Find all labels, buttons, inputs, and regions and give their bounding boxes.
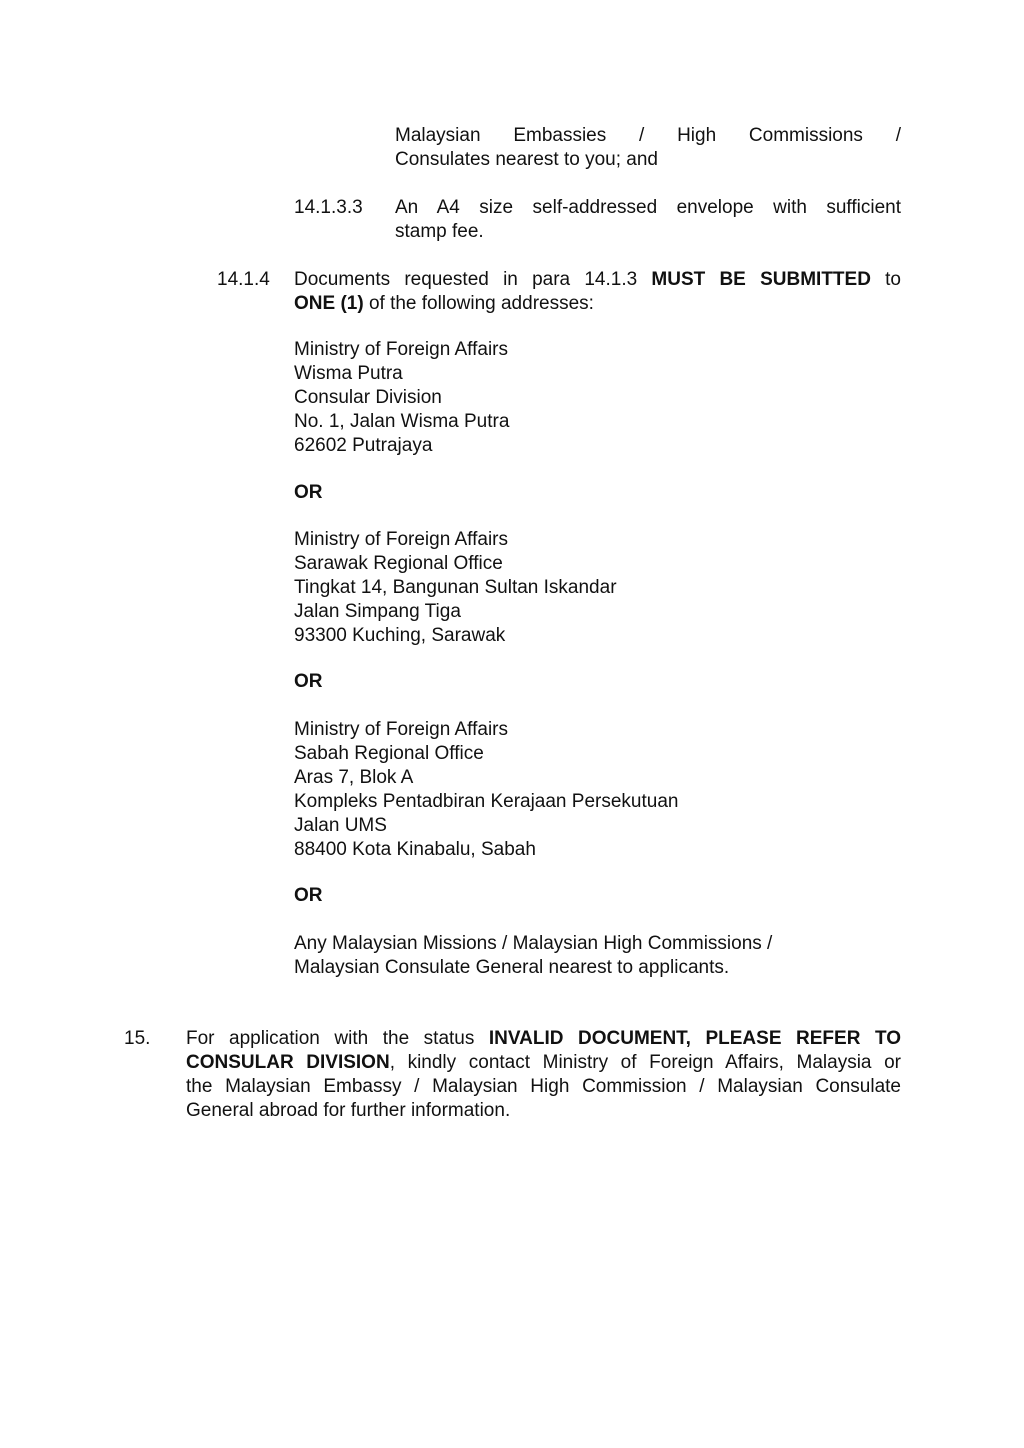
item-15-line-2-rest: , kindly contact Ministry of Foreign Affairs, Malaysia or — [389, 1052, 901, 1073]
item-14-1-4-mid: to — [870, 269, 901, 290]
address-sabah — [294, 718, 678, 862]
address-putrajaya — [294, 338, 509, 458]
item-15-emphasis-status: INVALID DOCUMENT, PLEASE REFER TO — [488, 1028, 901, 1049]
item-15-line-3: the Malaysian Embassy / Malaysian High Commission / Malaysian Consulate — [186, 1076, 901, 1097]
address-line: Aras 7, Blok A — [294, 767, 414, 788]
address-line: 88400 Kota Kinabalu, Sabah — [294, 839, 536, 860]
address-line: Jalan UMS — [294, 815, 387, 836]
item-15-line-4: General abroad for further information. — [186, 1100, 511, 1121]
item-number-14-1-4: 14.1.4 — [217, 269, 270, 290]
item-number-14-1-3-3: 14.1.3.3 — [294, 197, 363, 218]
address-line: Tingkat 14, Bangunan Sultan Iskandar — [294, 577, 617, 598]
or-separator-1: OR — [294, 482, 323, 503]
item-14-1-4-line-1 — [294, 268, 901, 292]
continuation-text — [395, 124, 901, 172]
address-line: Any Malaysian Missions / Malaysian High Commissions / — [294, 933, 773, 954]
continuation-line-1: Malaysian Embassies / High Commissions / — [395, 125, 901, 146]
address-line: 62602 Putrajaya — [294, 435, 433, 456]
item-number-15: 15. — [124, 1028, 151, 1049]
address-line: Kompleks Pentadbiran Kerajaan Persekutuan — [294, 791, 679, 812]
continuation-line-2: Consulates nearest to you; and — [395, 149, 659, 170]
item-14-1-4-post: of the following addresses: — [363, 293, 594, 314]
address-line: Sarawak Regional Office — [294, 553, 503, 574]
item-15-line-1 — [186, 1027, 901, 1051]
address-line: Ministry of Foreign Affairs — [294, 719, 509, 740]
address-line: No. 1, Jalan Wisma Putra — [294, 411, 510, 432]
address-line: Sabah Regional Office — [294, 743, 484, 764]
item-15-emphasis-division: CONSULAR DIVISION — [186, 1052, 390, 1073]
address-missions-abroad — [294, 932, 772, 980]
address-sarawak — [294, 528, 617, 648]
or-separator-3: OR — [294, 885, 323, 906]
item-14-1-4-pre: Documents requested in para 14.1.3 — [294, 269, 652, 290]
item-15-text — [186, 1027, 901, 1123]
item-14-1-3-3-line-2: stamp fee. — [395, 221, 484, 242]
item-14-1-4-emphasis-one: ONE (1) — [294, 293, 364, 314]
item-15-pre: For application with the status — [186, 1028, 489, 1049]
address-line: Jalan Simpang Tiga — [294, 601, 461, 622]
address-line: Ministry of Foreign Affairs — [294, 339, 509, 360]
item-14-1-4-text — [294, 268, 901, 316]
item-15-line-2 — [186, 1051, 901, 1075]
item-14-1-4-line-2 — [294, 292, 901, 316]
item-14-1-3-3-text — [395, 196, 901, 244]
item-14-1-3-3-line-1: An A4 size self-addressed envelope with sufficient — [395, 197, 901, 218]
address-line: 93300 Kuching, Sarawak — [294, 625, 506, 646]
item-14-1-4-emphasis-submitted: MUST BE SUBMITTED — [651, 269, 871, 290]
address-line: Malaysian Consulate General nearest to applicants. — [294, 957, 730, 978]
address-line: Ministry of Foreign Affairs — [294, 529, 509, 550]
address-line: Consular Division — [294, 387, 442, 408]
or-separator-2: OR — [294, 671, 323, 692]
address-line: Wisma Putra — [294, 363, 403, 384]
